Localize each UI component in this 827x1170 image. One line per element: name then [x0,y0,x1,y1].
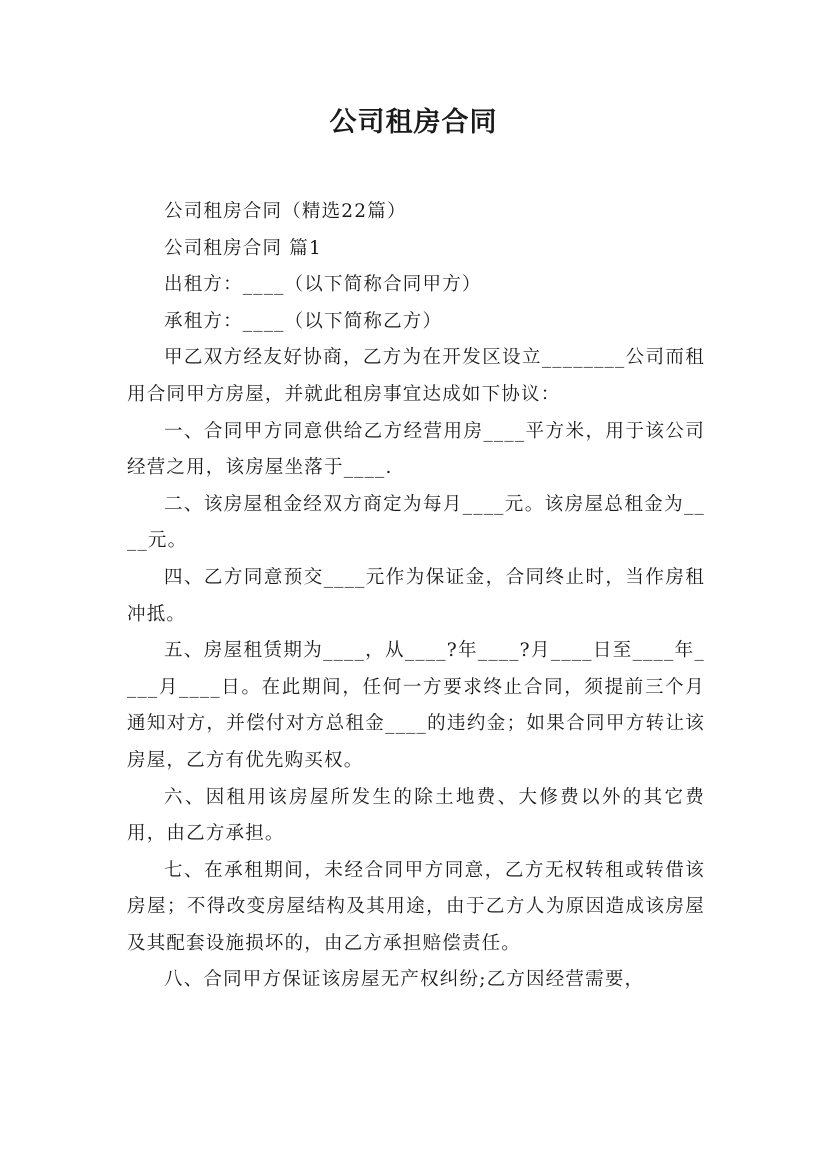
paragraph-preamble: 甲乙双方经友好协商，乙方为在开发区设立________公司而租用合同甲方房屋，并就此租房事宜达成如下协议： [127,347,705,405]
paragraph-clause-5: 五、房屋租赁期为____，从____?年____?月____日至____年____月____日。在此期间，任何一方要求终止合同，须提前三个月通知对方，并偿付对方总租金____的违约金；如果合同甲方转让该房屋，乙方有优先购买权。 [127,640,705,771]
paragraph-lessor: 出租方：____（以下简称合同甲方） [164,274,482,296]
paragraph-section-heading: 公司租房合同 篇1 [164,237,322,259]
paragraph-clause-7: 七、在承租期间，未经合同甲方同意，乙方无权转租或转借该房屋；不得改变房屋结构及其用途，由于乙方人为原因造成该房屋及其配套设施损坏的，由乙方承担赔偿责任。 [127,859,705,954]
paragraph-lessee: 承租方：____（以下简称乙方） [164,310,443,332]
paragraph-clause-6: 六、因租用该房屋所发生的除土地费、大修费以外的其它费用，由乙方承担。 [127,786,705,845]
paragraph-clause-2: 二、该房屋租金经双方商定为每月____元。该房屋总租金为____元。 [127,493,705,552]
document-body [127,194,705,999]
paragraph-clause-4: 四、乙方同意预交____元作为保证金，合同终止时，当作房租冲抵。 [127,566,705,625]
paragraph-subtitle: 公司租房合同（精选22篇） [164,201,407,222]
paragraph-clause-1: 一、合同甲方同意供给乙方经营用房____平方米，用于该公司经营之用，该房屋坐落于____. [127,420,705,479]
document-title: 公司租房合同 [329,107,498,138]
paragraph-clause-8: 八、合同甲方保证该房屋无产权纠纷;乙方因经营需要， [164,969,645,991]
